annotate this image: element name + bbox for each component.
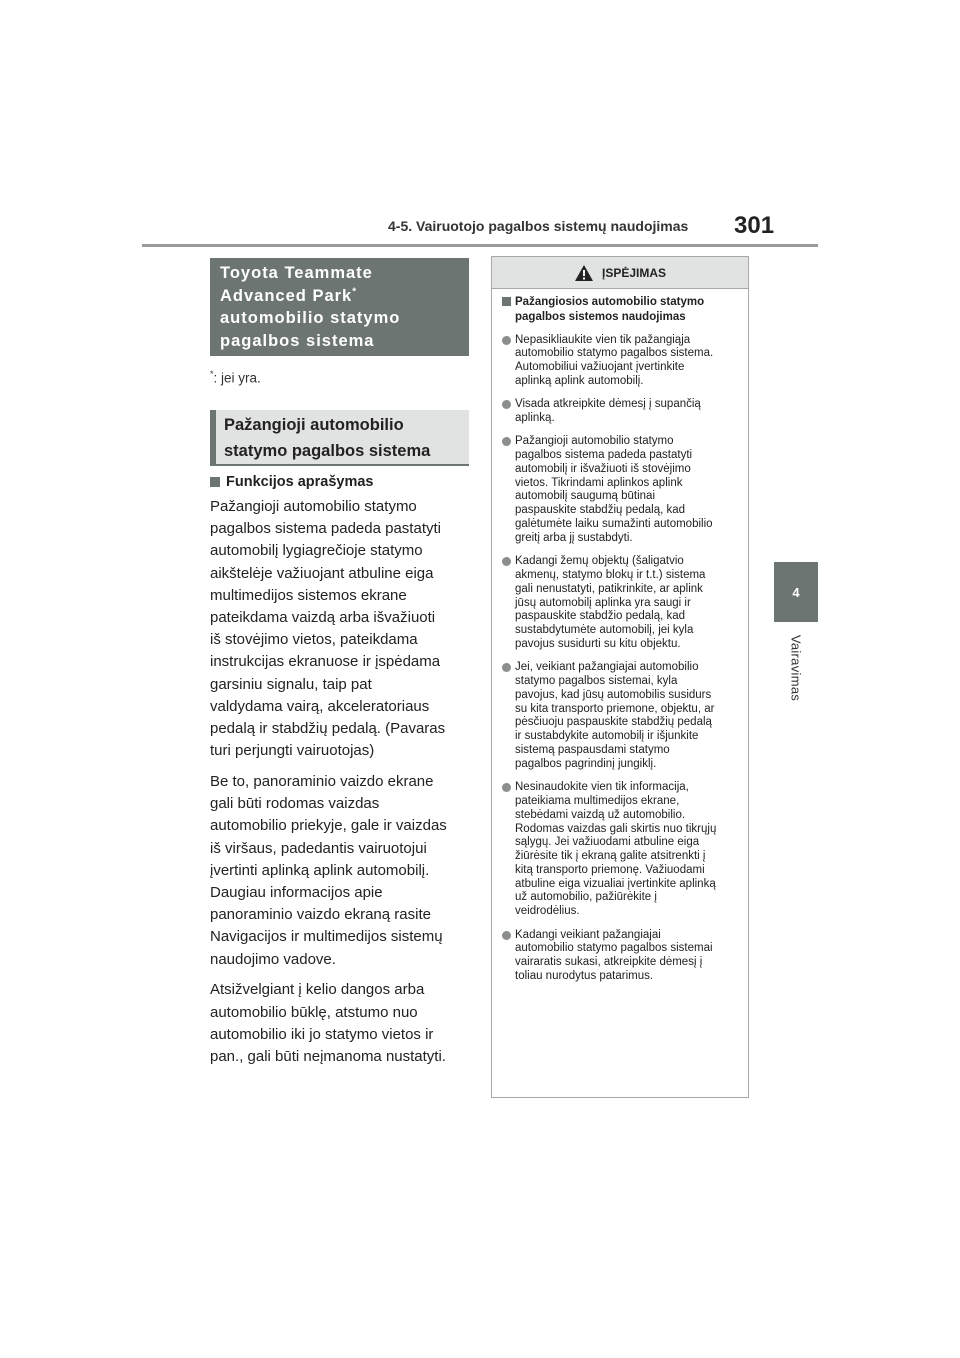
text-line: iš viršaus, padedantis vairuotojui [210,839,427,857]
warning-item-line: gali nenustatyti, patikrinkite, ar aplink [515,582,703,595]
warning-item-line: pavojus susidurti su kitu objektu. [515,637,681,650]
warning-item-line: pagalbos sistema padeda pastatyti [515,449,693,462]
text-line: aikštelėje važiuojant atbuline eiga [210,564,434,582]
warning-item-line: vietos. Tikrindami aplinkos aplink [515,476,683,489]
title-line: Toyota Teammate [220,264,373,282]
warning-item [502,929,738,984]
warning-header [492,257,748,289]
warning-item-line: sistemą paspausdami statymo [515,744,670,757]
warning-item-line: pagalbos pagrindinį jungiklį. [515,757,657,770]
warning-box [491,256,749,1098]
bullet-dot-icon [502,437,511,446]
warning-item-line: Pažangioji automobilio statymo [515,435,674,448]
text-line: gali būti rodomas vaizdas [210,795,380,813]
warning-title: ĮSPĖJIMAS [601,265,667,280]
text-line: automobilio iki jo statymo vietos ir [210,1025,434,1043]
title-line: Advanced Park* [220,286,358,305]
text-line: pan., gali būti neįmanoma nustatyti. [210,1048,446,1066]
warning-item-line: galėtumėte laiku sumažinti automobilio [515,518,713,531]
running-header: 4-5. Vairuotojo pagalbos sistemų naudojimas [388,218,689,234]
warning-item-line: sąlygų. Jei važiuodami atbuline eiga [515,836,700,849]
bullet-dot-icon [502,783,511,792]
warning-item-line: pavojus, kad jūsų automobilis susidurs [515,688,712,701]
warning-item-line: akmenų, statymo blokų ir t.t.) sistema [515,568,706,581]
body-text [210,496,472,1077]
warning-item-line: toliau nurodytus patarimus. [515,969,654,982]
bullet-dot-icon [502,931,511,940]
square-bullet-icon [210,477,220,487]
warning-item-line: jūsų automobilį aplinka yra saugi ir [515,596,691,609]
warning-item-line: aplinką. [515,411,555,424]
warning-item-line: stebėdami vaizdą už automobilio. [515,808,686,821]
square-bullet-icon [502,297,511,306]
text-line: iš stovėjimo vietos, pateikdama [210,631,418,649]
chapter-label: Vairavimas [788,634,804,702]
title-line: automobilio statymo [220,309,401,327]
warning-list [492,334,748,984]
section-heading-line: Pažangioji automobilio [224,416,404,434]
warning-item-line: automobilio statymo pagalbos sistemai [515,942,713,955]
warning-item-line: automobilio statymo pagalbos sistema. [515,347,714,360]
warning-item-line: už automobilio, pažiūrėkite į [515,891,657,904]
warning-item-line: automobilį saugumą būtinai [515,490,656,503]
text-line: Be to, panoraminio vaizdo ekrane [210,773,434,791]
warning-item [502,435,738,545]
warning-subheading: Pažangiosios automobilio statymo pagalbos sistemos naudojimas [502,295,738,324]
bullet-dot-icon [502,336,511,345]
warning-item-line: statymo pagalbos sistemai, kyla [515,675,678,688]
text-line: instrukcijas ekranuose ir įspėdama [210,653,441,671]
warning-item-line: Jei, veikiant pažangiajai automobilio [515,661,699,674]
text-line: naudojimo vadove. [210,950,336,968]
warning-item-line: atbuline eiga vizualiai įvertinkite aplinką [515,877,716,890]
text-line: panoraminio vaizdo ekraną rasite [210,906,431,924]
warning-item-line: sustabdytumėte automobilį, jei kyla [515,624,694,637]
warning-item [502,781,738,919]
warning-item-line: Kadangi veikiant pažangiajai [515,928,661,941]
text-line: automobilio priekyje, gale ir vaizdas [210,817,447,835]
page-number: 301 [734,212,775,239]
text-line: pateikdama vaizdą arba išvažiuoti [210,609,436,627]
warning-item-line: automobilį ir išvažiuoti iš stovėjimo [515,462,691,475]
warning-item [502,661,738,771]
warning-triangle-icon [574,264,594,282]
warning-item-line: vairaratis sukasi, atkreipkite dėmesį į [515,956,703,969]
text-line: turi perjungti vairuotojas) [210,742,375,760]
warning-item-line: pėsčiuoju paspauskite stabdžių pedalą [515,716,712,729]
warning-item-line: Rodomas vaizdas gali skirtis nuo tikrųjų [515,822,717,835]
warning-item-line: greitį arba jį sustabdyti. [515,531,633,544]
footnote: *: jei yra. [210,369,261,386]
text-line: pagalbos sistema padeda pastatyti [210,520,441,538]
warning-item-line: Nepasikliaukite vien tik pažangiąja [515,333,691,346]
text-line: automobilį lygiagrečioje statymo [210,542,423,560]
paragraph [210,771,472,971]
subheading: Funkcijos aprašymas [210,474,374,490]
section-heading-box [210,410,469,466]
title-asterisk: * [352,286,358,297]
warning-item-line: paspauskite stabdžio pedalą, kad [515,610,686,623]
text-line: valdydama vairą, akceleratoriaus [210,697,430,715]
warning-item-line: su kita transporto priemone, objektu, ar [515,702,715,715]
bullet-dot-icon [502,663,511,672]
text-line: garsiniu signalu, taip pat [210,675,372,693]
text-line: Pažangioji automobilio statymo [210,498,417,515]
bullet-dot-icon [502,557,511,566]
warning-item-line: Nesinaudokite vien tik informacija, [515,781,689,794]
warning-item-line: Visada atkreipkite dėmesį į supančią [515,398,701,411]
warning-item-line: ir sustabdykite automobilį ir išjunkite [515,730,699,743]
warning-item-line: Automobiliui važiuojant įvertinkite [515,361,685,374]
title-line: pagalbos sistema [220,331,375,350]
warning-item-line: Kadangi žemų objektų (šaligatvio [515,555,684,568]
paragraph [210,496,472,762]
bullet-dot-icon [502,400,511,409]
warning-item-line: kitą transporto priemonę. Važiuodami [515,863,705,876]
warning-item [502,334,738,389]
header-rule [142,244,818,247]
text-line: Atsižvelgiant į kelio dangos arba [210,981,425,999]
warning-item [502,398,738,426]
paragraph [210,979,472,1068]
text-line: įvertinti aplinką aplink automobilį. [210,861,430,879]
warning-item [502,555,738,652]
text-line: Daugiau informacijos apie [210,884,383,902]
warning-item-line: pateikiama multimedijos ekrane, [515,794,680,807]
text-line: pedalą ir stabdžių pedalą. (Pavaras [210,720,446,738]
warning-item-line: veidrodėlius. [515,905,580,918]
section-heading-line: statymo pagalbos sistema [224,442,431,460]
warning-item-line: paspauskite stabdžių pedalą, kad [515,504,686,517]
topic-title-box [210,258,469,356]
text-line: automobilio būklę, atstumo nuo [210,1003,418,1021]
text-line: Navigacijos ir multimedijos sistemų [210,928,443,946]
text-line: multimedijos sistemos ekrane [210,586,407,604]
warning-item-line: žiūrėsite tik į ekraną galite atsitrenkti į [515,850,706,863]
warning-item-line: aplinką aplink automobilį. [515,374,644,387]
chapter-tab: 4 [774,562,818,622]
